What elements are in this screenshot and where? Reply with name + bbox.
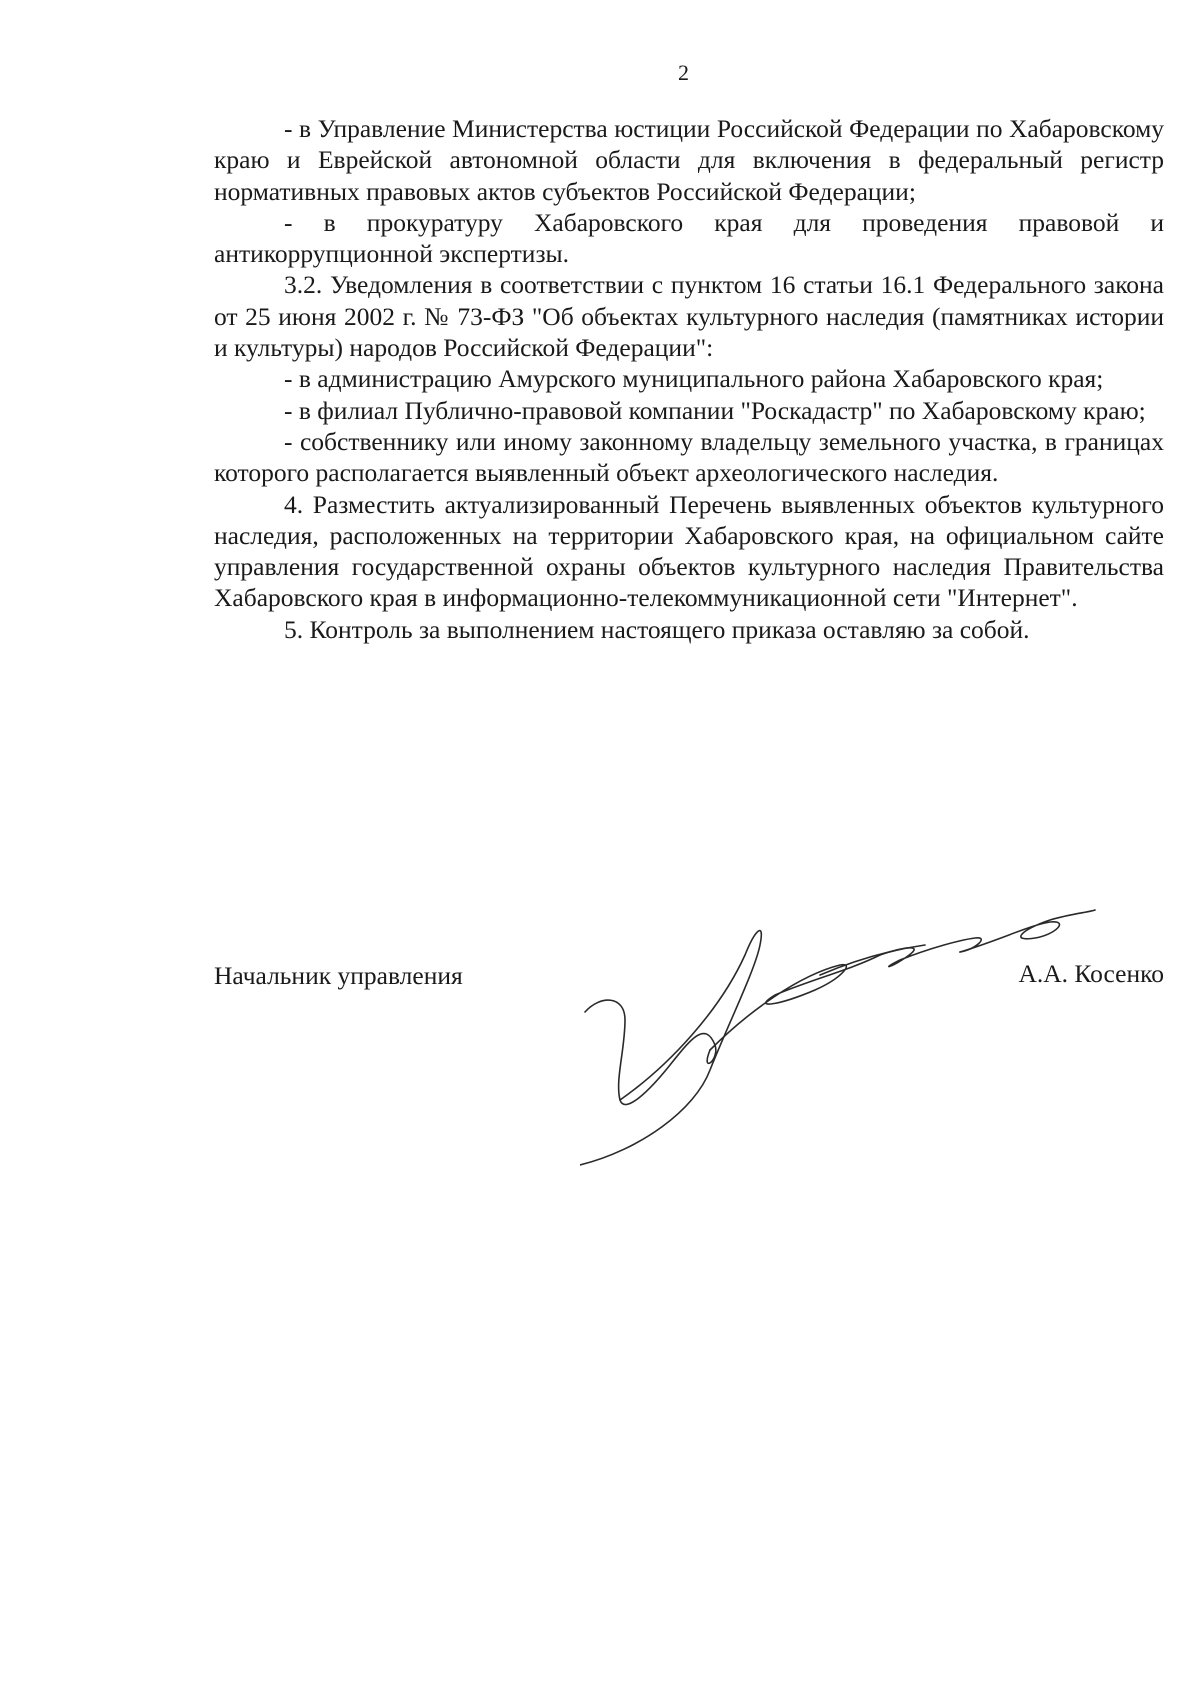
paragraph-publish-list: 4. Разместить актуализированный Перечень выявленных объектов культурного наследия, расположенных на территории Хабаровского края, на официальном сайте управления государственной охраны объектов культурного наследия Правительства Хабаровского края в информационно-телекоммуникационной сети "Интернет". <box>214 489 1164 613</box>
signer-name: А.А. Косенко <box>1018 959 1164 988</box>
paragraph-ministry-justice: - в Управление Министерства юстиции Российской Федерации по Хабаровскому краю и Еврейской автономной области для включения в федеральный регистр нормативных правовых актов субъектов Российской Федерации; <box>214 114 1164 206</box>
document-body <box>214 113 1164 645</box>
paragraph-land-owner: - собственнику или иному законному владельцу земельного участка, в границах которого располагается выявленный объект археологического наследия. <box>214 426 1164 488</box>
paragraph-control: 5. Контроль за выполнением настоящего приказа оставляю за собой. <box>284 614 1030 644</box>
signer-position: Начальник управления <box>214 961 463 990</box>
paragraph-prosecutor: - в прокуратуру Хабаровского края для проведения правовой и антикоррупционной экспертизы. <box>214 207 1164 269</box>
paragraph-administration: - в администрацию Амурского муниципального района Хабаровского края; <box>284 364 1104 394</box>
paragraph-roskadastr: - в филиал Публично-правовой компании "Роскадастр" по Хабаровскому краю; <box>284 395 1146 425</box>
page-number: 2 <box>678 60 689 85</box>
handwritten-signature <box>580 900 1100 1170</box>
paragraph-notifications: 3.2. Уведомления в соответствии с пунктом 16 статьи 16.1 Федерального закона от 25 июня 2002 г. № 73-ФЗ "Об объектах культурного наследия (памятниках истории и культуры) народов Российской Федерации": <box>214 270 1164 363</box>
